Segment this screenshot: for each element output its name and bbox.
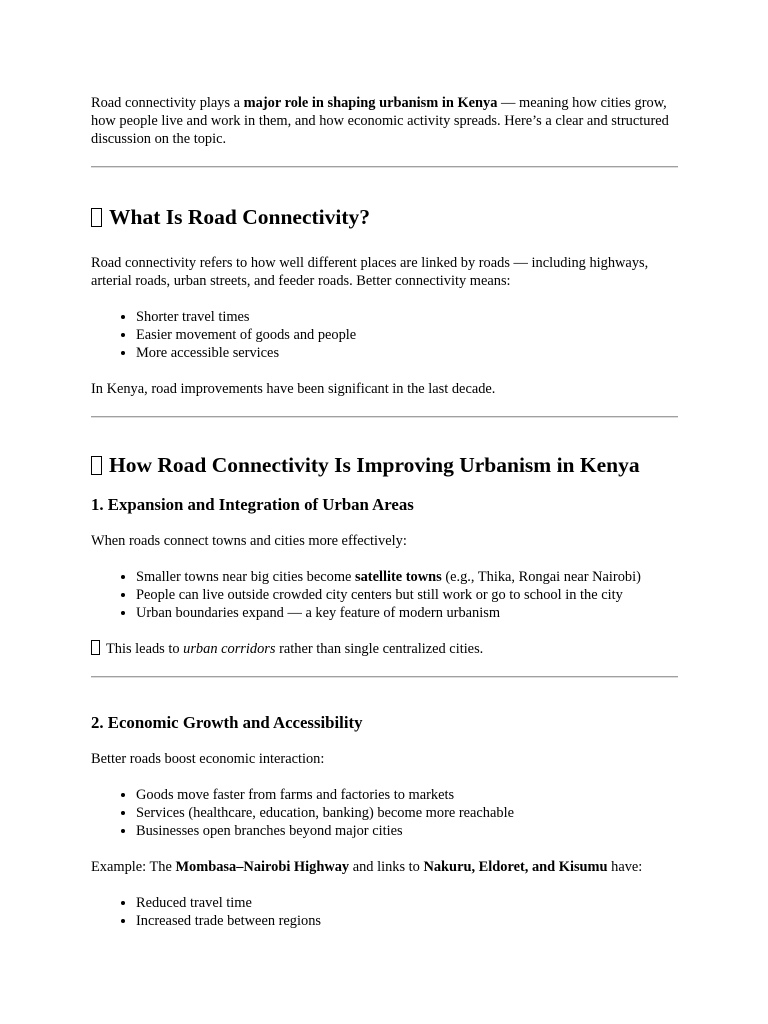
divider-3	[91, 676, 678, 678]
subsection1-heading: 1. Expansion and Integration of Urban Areas	[91, 495, 414, 514]
list-item: • Easier movement of goods and people	[136, 326, 678, 344]
list-item: • Reduced travel time	[136, 894, 678, 912]
section1-paragraph: Road connectivity refers to how well different places are linked by roads — including highways, arterial roads, urban streets, and feeder roads. Better connectivity means:	[91, 255, 649, 289]
list-item: • Businesses open branches beyond major cities	[136, 822, 678, 840]
example-bold-text: Mombasa–Nairobi Highway	[175, 859, 350, 875]
intro-paragraph	[91, 94, 678, 148]
subsection2-paragraph: Better roads boost economic interaction:	[91, 751, 325, 767]
example-bullet-list	[91, 894, 678, 930]
intro-bold-text: major role in shaping urbanism in Kenya	[243, 95, 498, 111]
bullet-text: Smaller towns near big cities become	[136, 569, 355, 585]
list-item: • More accessible services	[136, 344, 678, 362]
bullet-bold-text: satellite towns	[355, 569, 442, 585]
intro-text-after: — meaning how cities grow, how people live and work in them, and how economic activity spreads. Here’s a clear and structured discussion on the topic.	[91, 95, 669, 147]
intro-text-before: Road connectivity plays a	[91, 95, 244, 111]
list-item: • Shorter travel times	[136, 308, 678, 326]
divider-1	[91, 166, 678, 168]
list-item: • Increased trade between regions	[136, 912, 678, 930]
subsection1-note	[91, 640, 678, 658]
list-item: • People can live outside crowded city centers but still work or go to school in the city	[136, 586, 678, 604]
list-item: • Services (healthcare, education, banking) become more reachable	[136, 804, 678, 822]
example-text: and links to	[349, 859, 424, 875]
section1-bullet-list	[91, 308, 678, 362]
section1-heading	[91, 204, 678, 230]
subsection2-heading: 2. Economic Growth and Accessibility	[91, 713, 363, 732]
note-text: rather than single centralized cities.	[275, 641, 484, 657]
note-italic-text: urban corridors	[183, 641, 276, 657]
divider-2	[91, 416, 678, 418]
subsection2-example	[91, 858, 678, 876]
example-text: have:	[607, 859, 643, 875]
list-item: • Goods move faster from farms and factories to markets	[136, 786, 678, 804]
example-bold-text: Nakuru, Eldoret, and Kisumu	[423, 859, 608, 875]
note-text: This leads to	[106, 641, 184, 657]
section2-heading-text: How Road Connectivity Is Improving Urbanism in Kenya	[109, 453, 640, 477]
missing-glyph-icon	[91, 208, 102, 227]
document-page	[91, 94, 678, 930]
bullet-text: (e.g., Thika, Rongai near Nairobi)	[441, 569, 641, 585]
list-item: • Urban boundaries expand — a key feature of modern urbanism	[136, 604, 678, 622]
missing-glyph-icon	[91, 456, 102, 475]
list-item	[136, 568, 678, 586]
subsection2-bullet-list	[91, 786, 678, 840]
subsection1-paragraph: When roads connect towns and cities more effectively:	[91, 533, 407, 549]
missing-glyph-icon	[91, 640, 100, 655]
section1-closing: In Kenya, road improvements have been significant in the last decade.	[91, 381, 496, 397]
example-text: Example: The	[91, 859, 176, 875]
section2-heading	[91, 452, 678, 478]
section1-heading-text: What Is Road Connectivity?	[109, 205, 371, 229]
subsection1-bullet-list	[91, 568, 678, 622]
